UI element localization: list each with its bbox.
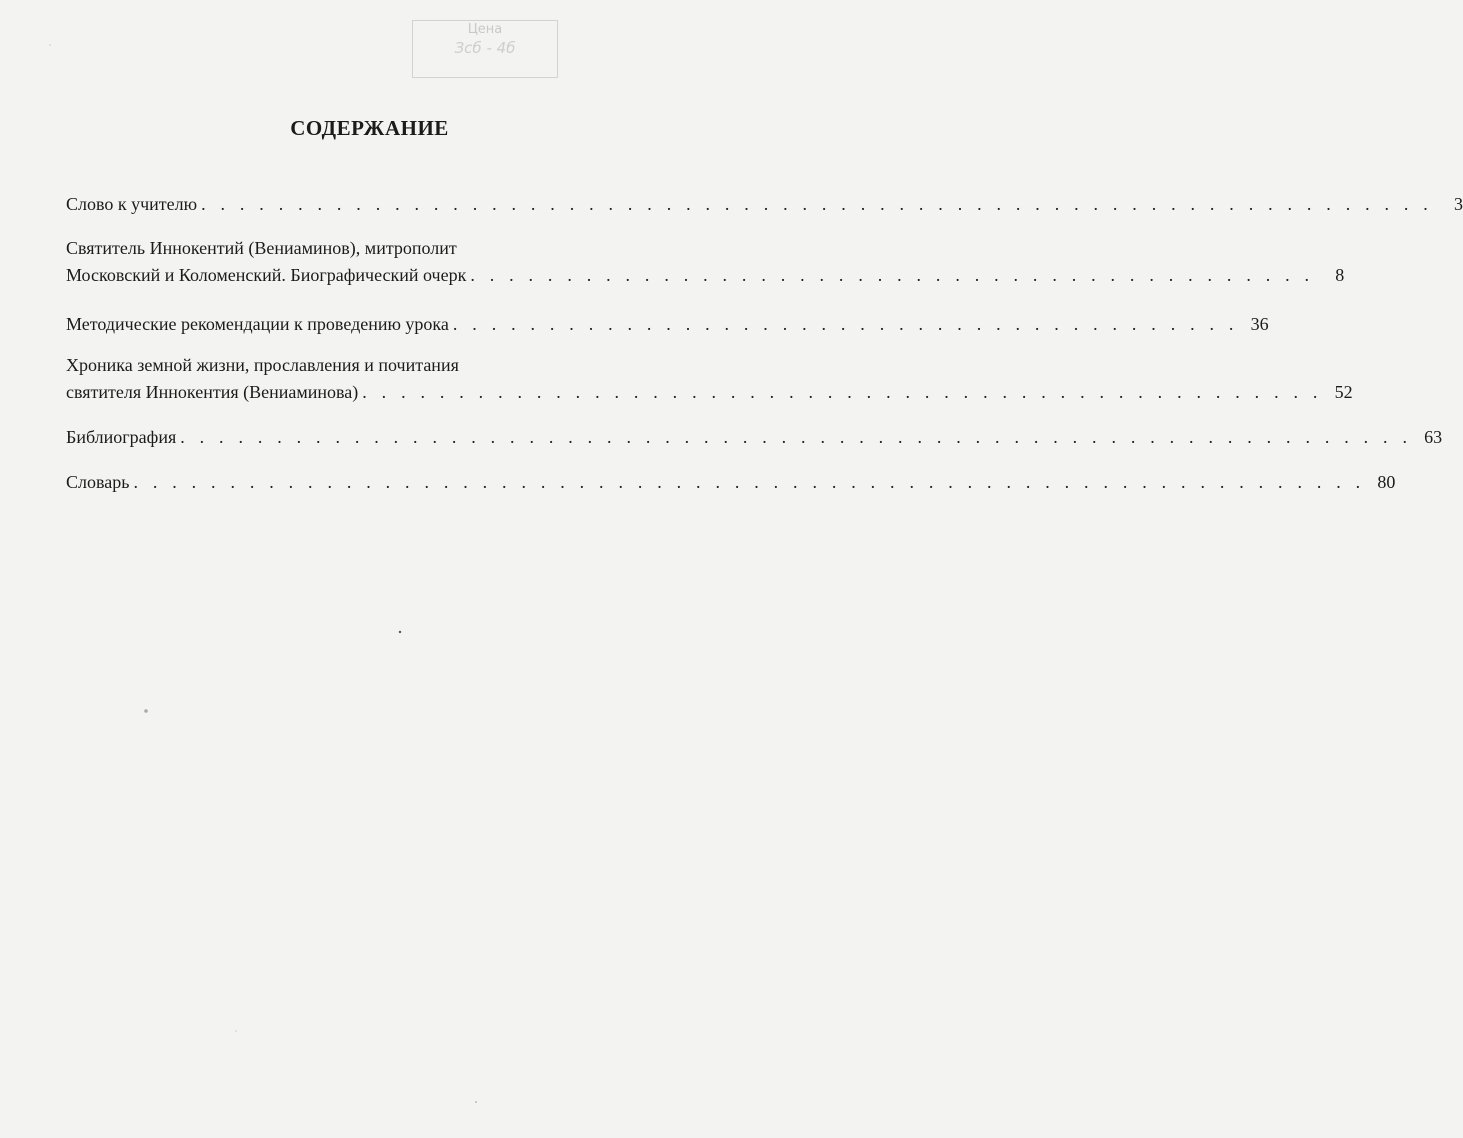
toc-leader-dots: . . . . . . . . . . . . . . . . . . . . . . . . . . . . . . . . . . . . . . . . . . . . [470,265,1315,285]
toc-leader-dots: . . . . . . . . . . . . . . . . . . . . . . . . . . . . . . . . . . . . . . . . . . . . . . . . . . . . . . . . . . . . . . . . [201,194,1433,214]
price-stamp-value: Зсб - 4б [454,39,516,57]
paper-speck [144,709,148,713]
toc-entry-text: Методические рекомендации к проведению урока [66,314,449,334]
toc-page-number: 80 [1377,472,1396,492]
page-title: СОДЕРЖАНИЕ [290,116,449,140]
paper-speck [235,1030,237,1032]
paper-speck [49,44,51,46]
toc-entry [66,424,1443,451]
toc-page-number: 3 [1454,194,1463,214]
toc-leader-dots: . . . . . . . . . . . . . . . . . . . . . . . . . . . . . . . . . . . . . . . . . . . . . . . . . . . . . . . . . . . . . . . . [133,472,1366,492]
toc-leader-dots: . . . . . . . . . . . . . . . . . . . . . . . . . . . . . . . . . . . . . . . . . [452,314,1239,334]
price-stamp [412,20,558,78]
toc-entry-text: Словарь [66,472,130,492]
toc-entry [66,191,1463,218]
paper-speck [399,631,401,633]
table-of-contents [66,191,1463,496]
toc-entry [66,235,1345,289]
toc-page-number: 52 [1334,382,1353,402]
toc-entry-text: Хроника земной жизни, прославления и почитания [66,355,459,375]
toc-page-number: 8 [1335,265,1345,285]
toc-entry [66,352,1353,406]
toc-page-number: 36 [1250,314,1269,334]
toc-entry-text: Московский и Коломенский. Биографический очерк [66,265,467,285]
toc-leader-dots: . . . . . . . . . . . . . . . . . . . . . . . . . . . . . . . . . . . . . . . . . . . . . . . . . . [362,382,1323,402]
price-stamp-label: Цена [467,22,503,37]
toc-entry-text: Слово к учителю [66,194,198,214]
toc-entry-text: Святитель Иннокентий (Вениаминов), митрополит [66,238,457,258]
toc-entry [66,469,1396,496]
paper-speck [475,1101,477,1103]
toc-entry [66,311,1269,338]
toc-leader-dots: . . . . . . . . . . . . . . . . . . . . . . . . . . . . . . . . . . . . . . . . . . . . . . . . . . . . . . . . . . . . . . . . [180,427,1413,447]
toc-page-number: 63 [1424,427,1443,447]
toc-entry-text: святителя Иннокентия (Вениаминова) [66,382,359,402]
toc-entry-text: Библиография [66,427,177,447]
